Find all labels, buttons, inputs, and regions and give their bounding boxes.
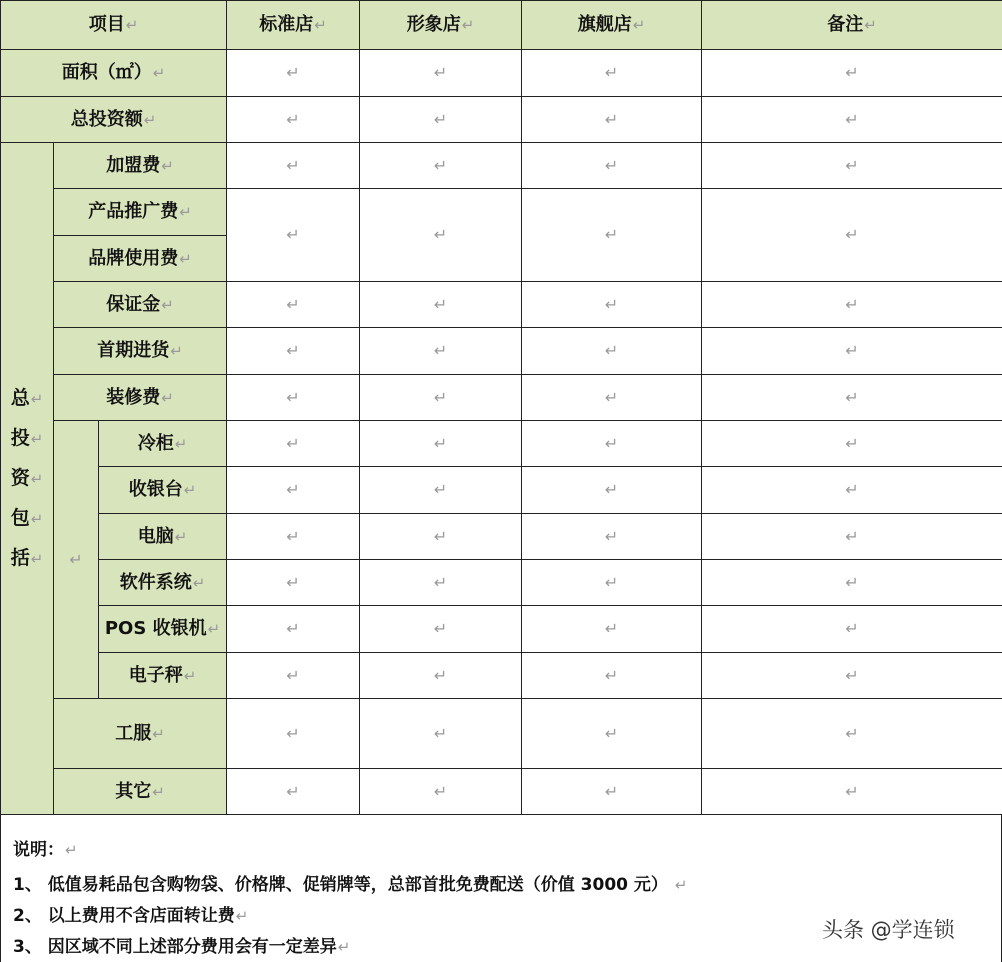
cell: ↵ bbox=[227, 143, 360, 189]
cell: ↵ bbox=[360, 143, 522, 189]
header-standard: 标准店↵ bbox=[227, 1, 360, 50]
cell: ↵ bbox=[227, 421, 360, 467]
cell: ↵ bbox=[522, 560, 702, 606]
cell: ↵ bbox=[360, 467, 522, 514]
cell: ↵ bbox=[522, 699, 702, 769]
cell: ↵ bbox=[360, 375, 522, 421]
cell: ↵ bbox=[227, 606, 360, 653]
cell: ↵ bbox=[360, 50, 522, 97]
row-label-brand-fee: 品牌使用费↵ bbox=[54, 236, 227, 282]
cell: ↵ bbox=[702, 606, 1002, 653]
cell: ↵ bbox=[227, 189, 360, 282]
table-row bbox=[1, 699, 1002, 769]
header-remarks: 备注↵ bbox=[702, 1, 1002, 50]
cell: ↵ bbox=[702, 560, 1002, 606]
cell: ↵ bbox=[360, 514, 522, 560]
cell: ↵ bbox=[702, 514, 1002, 560]
cell: ↵ bbox=[522, 375, 702, 421]
cell: ↵ bbox=[702, 375, 1002, 421]
cell: ↵ bbox=[522, 328, 702, 375]
cell: ↵ bbox=[360, 699, 522, 769]
cell: ↵ bbox=[702, 282, 1002, 328]
row-label-pos: POS 收银机↵ bbox=[99, 606, 227, 653]
row-label-software: 软件系统↵ bbox=[99, 560, 227, 606]
cell: ↵ bbox=[360, 769, 522, 815]
table-row bbox=[1, 143, 1002, 189]
cell: ↵ bbox=[702, 769, 1002, 815]
row-label-freezer: 冷柜↵ bbox=[99, 421, 227, 467]
cell: ↵ bbox=[360, 560, 522, 606]
row-label-other: 其它↵ bbox=[54, 769, 227, 815]
cell: ↵ bbox=[227, 514, 360, 560]
table-row bbox=[1, 653, 1002, 699]
cell: ↵ bbox=[522, 653, 702, 699]
cell: ↵ bbox=[227, 282, 360, 328]
cell: ↵ bbox=[227, 328, 360, 375]
cell: ↵ bbox=[702, 50, 1002, 97]
row-label-deposit: 保证金↵ bbox=[54, 282, 227, 328]
cell: ↵ bbox=[360, 653, 522, 699]
note-line-3: 3、 因区域不同上述部分费用会有一定差异↵ bbox=[13, 937, 351, 957]
cell: ↵ bbox=[360, 282, 522, 328]
cell: ↵ bbox=[227, 769, 360, 815]
cell: ↵ bbox=[522, 467, 702, 514]
header-flagship: 旗舰店↵ bbox=[522, 1, 702, 50]
cell: ↵ bbox=[702, 653, 1002, 699]
row-label-decoration: 装修费↵ bbox=[54, 375, 227, 421]
cell: ↵ bbox=[360, 421, 522, 467]
cell: ↵ bbox=[702, 328, 1002, 375]
cell: ↵ bbox=[702, 189, 1002, 282]
cell: ↵ bbox=[227, 467, 360, 514]
cell: ↵ bbox=[360, 97, 522, 143]
cell: ↵ bbox=[522, 189, 702, 282]
equipment-group-label: ↵ bbox=[54, 421, 99, 699]
cell: ↵ bbox=[522, 282, 702, 328]
table-row bbox=[1, 421, 1002, 467]
row-label-franchise-fee: 加盟费↵ bbox=[54, 143, 227, 189]
table-row bbox=[1, 606, 1002, 653]
cell: ↵ bbox=[522, 50, 702, 97]
note-line-2: 2、 以上费用不含店面转让费↵ bbox=[13, 906, 249, 926]
cell: ↵ bbox=[702, 143, 1002, 189]
row-label-promotion-fee: 产品推广费↵ bbox=[54, 189, 227, 236]
cell: ↵ bbox=[360, 189, 522, 282]
cell: ↵ bbox=[522, 97, 702, 143]
table-row bbox=[1, 97, 1002, 143]
cell: ↵ bbox=[522, 421, 702, 467]
table-row bbox=[1, 282, 1002, 328]
header-row bbox=[1, 1, 1002, 50]
cell: ↵ bbox=[227, 375, 360, 421]
table-row bbox=[1, 189, 1002, 236]
cell: ↵ bbox=[522, 769, 702, 815]
notes-heading: 说明：↵ bbox=[13, 840, 78, 860]
note-line-1: 1、 低值易耗品包含购物袋、价格牌、促销牌等，总部首批免费配送（价值 3000 元） ↵ bbox=[13, 875, 688, 895]
cell: ↵ bbox=[227, 97, 360, 143]
table-row bbox=[1, 375, 1002, 421]
table-row bbox=[1, 769, 1002, 815]
cell: ↵ bbox=[227, 699, 360, 769]
cell: ↵ bbox=[360, 606, 522, 653]
cell: ↵ bbox=[522, 514, 702, 560]
cell: ↵ bbox=[522, 143, 702, 189]
table-row bbox=[1, 560, 1002, 606]
cell: ↵ bbox=[360, 328, 522, 375]
header-item: 项目↵ bbox=[1, 1, 227, 50]
cell: ↵ bbox=[702, 699, 1002, 769]
table-row bbox=[1, 50, 1002, 97]
cell: ↵ bbox=[227, 653, 360, 699]
group-label-total-investment-includes: 总↵ 投↵ 资↵ 包↵ 括↵ bbox=[1, 143, 54, 815]
row-label-first-stock: 首期进货↵ bbox=[54, 328, 227, 375]
cell: ↵ bbox=[227, 50, 360, 97]
watermark: 头条 @学连锁 bbox=[822, 918, 955, 942]
cell: ↵ bbox=[227, 560, 360, 606]
row-label-computer: 电脑↵ bbox=[99, 514, 227, 560]
table-row bbox=[1, 467, 1002, 514]
header-image: 形象店↵ bbox=[360, 1, 522, 50]
row-label-cash-counter: 收银台↵ bbox=[99, 467, 227, 514]
cell: ↵ bbox=[702, 421, 1002, 467]
table-row bbox=[1, 328, 1002, 375]
cell: ↵ bbox=[702, 467, 1002, 514]
row-label-total-investment: 总投资额↵ bbox=[1, 97, 227, 143]
cell: ↵ bbox=[522, 606, 702, 653]
row-label-uniform: 工服↵ bbox=[54, 699, 227, 769]
table-row bbox=[1, 514, 1002, 560]
row-label-scale: 电子秤↵ bbox=[99, 653, 227, 699]
row-label-area: 面积（㎡）↵ bbox=[1, 50, 227, 97]
cell: ↵ bbox=[702, 97, 1002, 143]
